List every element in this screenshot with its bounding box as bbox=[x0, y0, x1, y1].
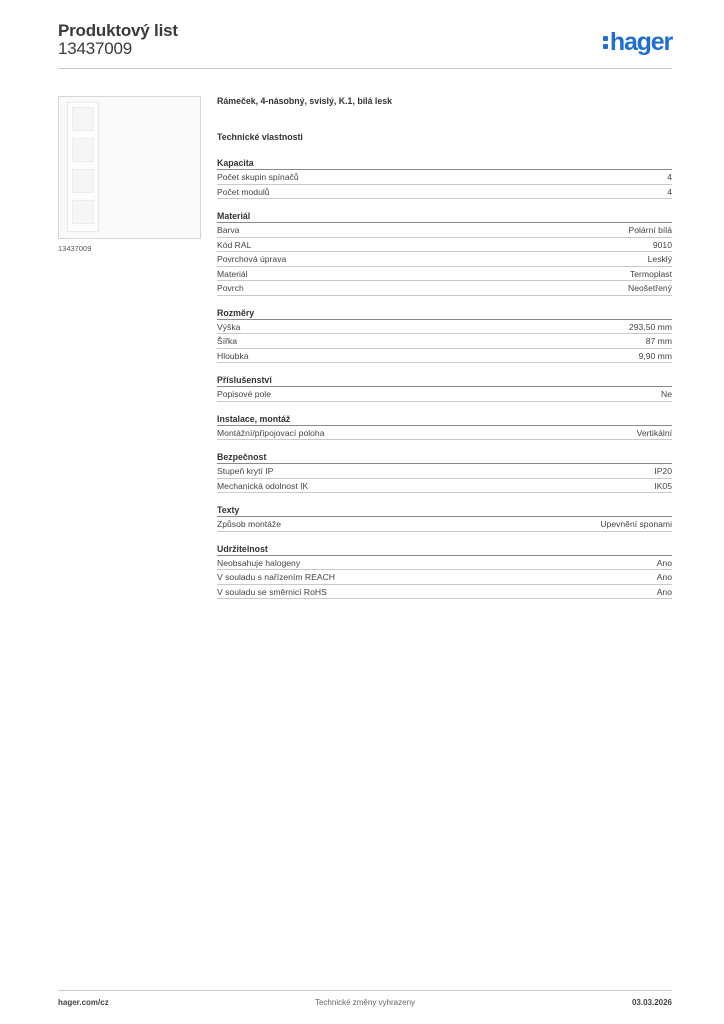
product-name: Rámeček, 4-násobný, svislý, K.1, bílá lesk bbox=[217, 96, 393, 106]
property-group bbox=[217, 504, 672, 532]
property-row bbox=[217, 223, 672, 238]
hager-logo bbox=[603, 28, 672, 56]
property-value: 87 mm bbox=[645, 336, 672, 346]
product-image bbox=[58, 96, 201, 239]
footer-website[interactable]: hager.com/cz bbox=[58, 998, 109, 1007]
group-title: Materiál bbox=[217, 210, 672, 223]
property-label: Kód RAL bbox=[217, 239, 252, 250]
property-group bbox=[217, 543, 672, 600]
property-label: Hloubka bbox=[217, 350, 249, 361]
property-label: Stupeň krytí IP bbox=[217, 466, 274, 476]
property-row bbox=[217, 267, 672, 282]
property-groups bbox=[217, 157, 672, 599]
frame-slot bbox=[72, 107, 94, 131]
group-title: Bezpečnost bbox=[217, 451, 672, 464]
group-title: Texty bbox=[217, 504, 672, 517]
group-title: Kapacita bbox=[217, 157, 672, 170]
property-row bbox=[217, 464, 672, 479]
property-value: Termoplast bbox=[629, 268, 672, 279]
property-value: 4 bbox=[667, 186, 672, 197]
property-label: Montážní/připojovací poloha bbox=[217, 427, 325, 438]
property-value: Vertikální bbox=[636, 427, 672, 438]
property-value: Neošetřený bbox=[628, 283, 672, 293]
property-value: IK05 bbox=[654, 480, 672, 491]
property-value: Ano bbox=[656, 557, 672, 568]
property-label: Šířka bbox=[217, 336, 238, 346]
property-label: Popisové pole bbox=[217, 389, 271, 399]
image-caption: 13437009 bbox=[58, 244, 92, 253]
property-label: Výška bbox=[217, 321, 241, 332]
logo-text: hager bbox=[609, 28, 672, 56]
frame-illustration bbox=[67, 102, 99, 232]
property-value: 293,50 mm bbox=[629, 321, 672, 332]
property-label: Mechanická odolnost IK bbox=[217, 480, 309, 491]
property-label: Způsob montáže bbox=[217, 519, 282, 529]
footer-notice: Technické změny vyhrazeny bbox=[314, 998, 416, 1007]
group-title: Udržitelnost bbox=[217, 543, 672, 556]
property-label: Povrch bbox=[217, 283, 244, 293]
group-title: Příslušenství bbox=[217, 374, 672, 387]
property-group bbox=[217, 413, 672, 441]
property-value: Polární bílá bbox=[628, 225, 672, 235]
frame-slot bbox=[72, 200, 94, 224]
property-row bbox=[217, 556, 672, 571]
property-row bbox=[217, 334, 672, 349]
property-group bbox=[217, 307, 672, 364]
logo-dots-icon bbox=[603, 33, 609, 51]
property-row bbox=[217, 238, 672, 253]
property-row bbox=[217, 517, 672, 532]
footer-divider bbox=[58, 990, 672, 991]
property-row bbox=[217, 570, 672, 585]
property-value: 9010 bbox=[652, 239, 672, 250]
property-row bbox=[217, 252, 672, 267]
header-divider bbox=[58, 68, 672, 69]
property-row bbox=[217, 479, 672, 494]
product-content bbox=[217, 94, 672, 599]
property-value: Ano bbox=[656, 572, 672, 582]
property-row bbox=[217, 320, 672, 335]
property-label: Počet modulů bbox=[217, 186, 270, 197]
property-row bbox=[217, 387, 672, 402]
page-footer bbox=[58, 998, 672, 1010]
document-number: 13437009 bbox=[58, 39, 133, 58]
property-row bbox=[217, 185, 672, 200]
property-value: 9,90 mm bbox=[638, 350, 672, 361]
property-group bbox=[217, 451, 672, 493]
property-label: Počet skupin spínačů bbox=[217, 172, 299, 182]
frame-slot bbox=[72, 138, 94, 162]
property-value: IP20 bbox=[654, 466, 672, 476]
property-value: 4 bbox=[667, 172, 672, 182]
property-label: V souladu s nařízením REACH bbox=[217, 572, 335, 582]
property-row bbox=[217, 281, 672, 296]
group-title: Rozměry bbox=[217, 307, 672, 320]
property-value: Upevnění sponami bbox=[600, 519, 672, 529]
property-group bbox=[217, 210, 672, 296]
frame-slot bbox=[72, 169, 94, 193]
property-label: Povrchová úprava bbox=[217, 254, 287, 264]
property-row bbox=[217, 349, 672, 364]
footer-date: 03.03.2026 bbox=[631, 998, 672, 1007]
document-title: Produktový list bbox=[58, 21, 178, 40]
property-row bbox=[217, 426, 672, 441]
property-label: Barva bbox=[217, 225, 240, 235]
property-value: Ano bbox=[656, 586, 672, 597]
property-label: V souladu se směrnicí RoHS bbox=[217, 586, 327, 597]
property-group bbox=[217, 374, 672, 402]
property-row bbox=[217, 585, 672, 600]
page-header bbox=[58, 22, 672, 70]
property-label: Neobsahuje halogeny bbox=[217, 557, 301, 568]
property-row bbox=[217, 170, 672, 185]
property-value: Lesklý bbox=[647, 254, 672, 264]
technical-properties-heading: Technické vlastnosti bbox=[217, 132, 303, 142]
group-title: Instalace, montáž bbox=[217, 413, 672, 426]
property-value: Ne bbox=[661, 389, 672, 399]
property-group bbox=[217, 157, 672, 199]
property-label: Materiál bbox=[217, 268, 248, 279]
